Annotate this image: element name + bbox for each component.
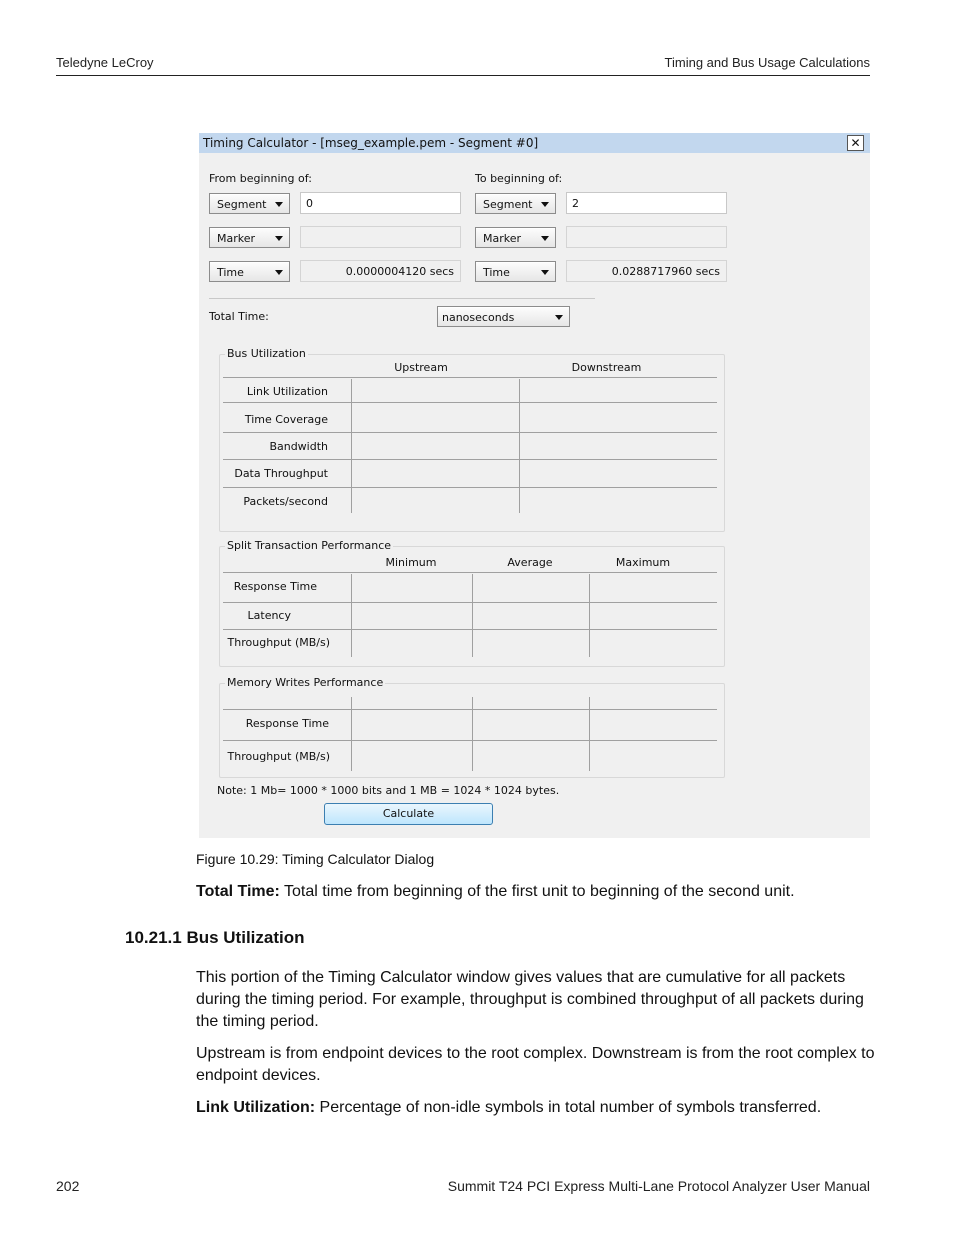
grid-line: [223, 572, 717, 573]
from-segment-combo[interactable]: Segment: [209, 193, 290, 214]
grid-line: [223, 402, 717, 403]
link-utilization-paragraph: [196, 1097, 876, 1119]
grid-line: [223, 629, 717, 630]
grid-line: [519, 379, 520, 513]
term-link-utilization: Link Utilization:: [196, 1099, 316, 1116]
row-time-coverage: Time Coverage: [244, 413, 328, 426]
row-throughput: Throughput (MB/s): [227, 636, 330, 649]
chevron-down-icon: [541, 270, 549, 275]
grid-line: [223, 740, 717, 741]
grid-line: [351, 697, 352, 771]
chevron-down-icon: [275, 202, 283, 207]
term-total-time: Total Time:: [196, 883, 280, 900]
from-marker-combo[interactable]: Marker: [209, 227, 290, 248]
chevron-down-icon: [275, 270, 283, 275]
col-upstream: Upstream: [394, 361, 448, 374]
col-minimum: Minimum: [385, 556, 437, 569]
to-time-combo[interactable]: Time: [475, 261, 556, 282]
to-marker-input[interactable]: [566, 226, 727, 248]
row-data-throughput: Data Throughput: [234, 467, 328, 480]
dialog-title: Timing Calculator - [mseg_example.pem - Segment #0]: [203, 136, 539, 150]
grid-line: [223, 377, 717, 378]
grid-line: [223, 487, 717, 488]
grid-line: [589, 697, 590, 771]
page-number: 202: [56, 1178, 80, 1194]
row-latency: Latency: [247, 609, 291, 622]
paragraph-cumulative: This portion of the Timing Calculator window gives values that are cumulative for all packets during the timing period. For example, throughput is combined throughput of all packets during the timing period.: [196, 969, 864, 1030]
row-bandwidth: Bandwidth: [269, 440, 328, 453]
grid-line: [223, 432, 717, 433]
calculate-button[interactable]: Calculate: [324, 803, 493, 825]
separator: [209, 298, 595, 299]
row-mw-throughput: Throughput (MB/s): [227, 750, 330, 763]
grid-line: [223, 459, 717, 460]
manual-title: Summit T24 PCI Express Multi-Lane Protocol Analyzer User Manual: [447, 1178, 870, 1194]
chevron-down-icon: [541, 236, 549, 241]
from-time-value: 0.0000004120 secs: [300, 260, 461, 282]
col-downstream: Downstream: [571, 361, 642, 374]
col-average: Average: [507, 556, 553, 569]
from-beginning-label: From beginning of:: [209, 172, 312, 185]
to-beginning-label: To beginning of:: [475, 172, 563, 185]
from-marker-input[interactable]: [300, 226, 461, 248]
bus-utilization-title: Bus Utilization: [227, 347, 306, 360]
link-utilization-text: Percentage of non-idle symbols in total number of symbols transferred.: [315, 1099, 822, 1116]
total-time-text: Total time from beginning of the first unit to beginning of the second unit.: [279, 883, 795, 900]
total-time-paragraph: [196, 881, 876, 903]
grid-line: [223, 602, 717, 603]
from-time-combo[interactable]: Time: [209, 261, 290, 282]
to-marker-combo[interactable]: Marker: [475, 227, 556, 248]
split-transaction-title: Split Transaction Performance: [227, 539, 392, 552]
section-heading: 10.21.1 Bus Utilization: [125, 928, 305, 947]
total-time-label: Total Time:: [209, 310, 269, 323]
col-maximum: Maximum: [615, 556, 671, 569]
timing-calculator-dialog: [199, 133, 870, 838]
grid-line: [351, 379, 352, 513]
grid-line: [589, 574, 590, 657]
grid-line: [472, 697, 473, 771]
to-time-value: 0.0288717960 secs: [566, 260, 727, 282]
paragraph-upstream: Upstream is from endpoint devices to the root complex. Downstream is from the root complex to endpoint devices.: [196, 1045, 875, 1084]
chevron-down-icon: [555, 315, 563, 320]
header-rule: [56, 75, 870, 76]
total-time-unit-combo[interactable]: nanoseconds: [437, 306, 570, 327]
units-note: Note: 1 Mb= 1000 * 1000 bits and 1 MB = 1024 * 1024 bytes.: [217, 784, 560, 797]
row-packets-second: Packets/second: [243, 495, 328, 508]
row-response-time: Response Time: [233, 580, 317, 593]
dialog-titlebar: [199, 133, 870, 153]
from-segment-input[interactable]: 0: [300, 192, 461, 214]
to-segment-combo[interactable]: Segment: [475, 193, 556, 214]
chevron-down-icon: [541, 202, 549, 207]
grid-line: [351, 574, 352, 657]
figure-caption: Figure 10.29: Timing Calculator Dialog: [196, 851, 435, 867]
grid-line: [223, 709, 717, 710]
page-header-left: Teledyne LeCroy: [56, 55, 154, 70]
grid-line: [472, 574, 473, 657]
memory-writes-title: Memory Writes Performance: [227, 676, 384, 689]
to-segment-input[interactable]: 2: [566, 192, 727, 214]
page-header-right: Timing and Bus Usage Calculations: [664, 55, 870, 70]
close-icon[interactable]: ✕: [847, 135, 864, 151]
chevron-down-icon: [275, 236, 283, 241]
row-mw-response-time: Response Time: [245, 717, 329, 730]
row-link-utilization: Link Utilization: [246, 385, 328, 398]
